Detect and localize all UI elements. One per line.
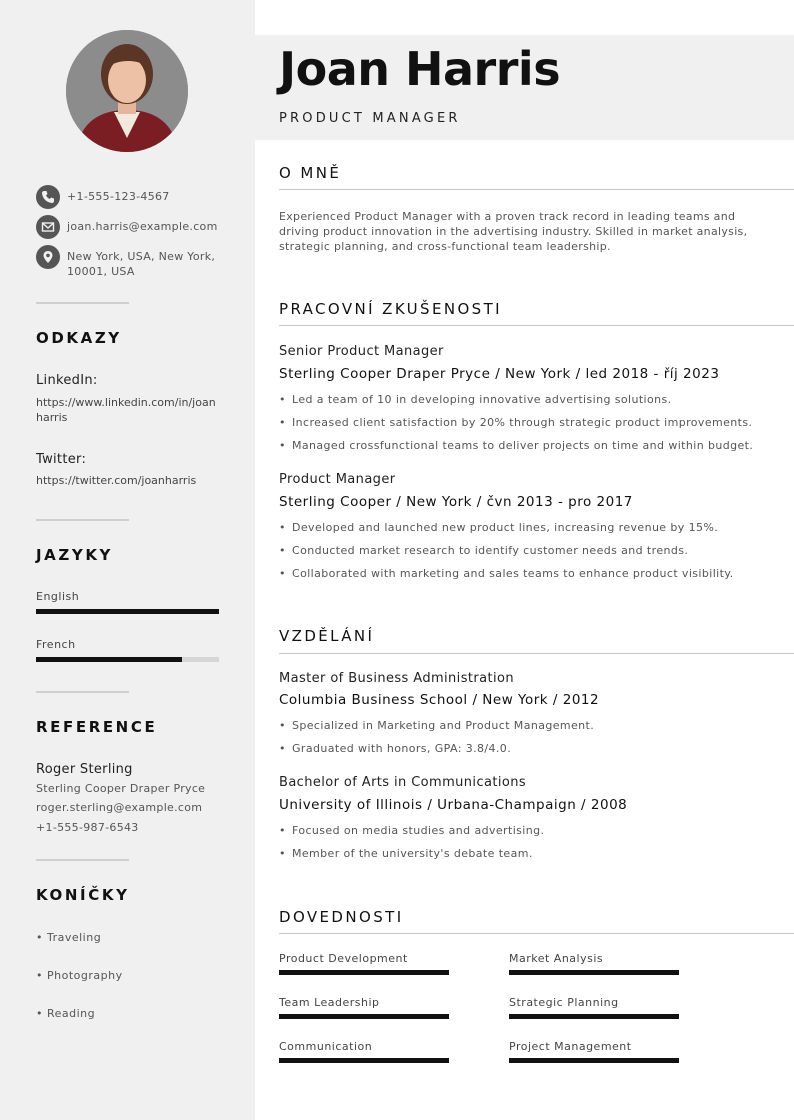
- phone-number[interactable]: +1-555-123-4567: [67, 190, 170, 203]
- skill-name: Product Development: [279, 952, 408, 965]
- reference-company: Sterling Cooper Draper Pryce: [36, 782, 206, 795]
- job-bullet: • Conducted market research to identify customer needs and trends.: [279, 544, 689, 557]
- mail-icon: [36, 215, 60, 239]
- section-rule: [279, 933, 794, 934]
- skill-item: [509, 996, 679, 1019]
- skill-item: [279, 952, 449, 975]
- job-bullet: • Led a team of 10 in developing innovative advertising solutions.: [279, 393, 672, 406]
- section-rule: [279, 189, 794, 190]
- address: New York, USA, New York, 10001, USA: [67, 250, 216, 278]
- job-organization: Sterling Cooper / New York / čvn 2013 - pro 2017: [279, 494, 633, 510]
- contact-address: [36, 245, 222, 279]
- skill-name: Strategic Planning: [509, 996, 619, 1009]
- job-role: Senior Product Manager: [279, 344, 444, 359]
- location-pin-icon: [36, 245, 60, 269]
- skill-name: Market Analysis: [509, 952, 604, 965]
- contact-email: [36, 215, 222, 239]
- references-heading: REFERENCE: [36, 718, 158, 736]
- phone-icon: [36, 185, 60, 209]
- skill-level-fill: [509, 970, 679, 975]
- profile-photo: [66, 30, 188, 152]
- hobby-item: • Photography: [36, 969, 123, 982]
- candidate-name: Joan Harris: [279, 42, 561, 96]
- section-rule: [279, 653, 794, 654]
- skill-item: [509, 952, 679, 975]
- education-bullet: • Specialized in Marketing and Product Management.: [279, 719, 595, 732]
- email-address[interactable]: joan.harris@example.com: [67, 220, 218, 233]
- skill-name: Team Leadership: [279, 996, 380, 1009]
- skill-level-bar: [509, 970, 679, 975]
- education-bullet: • Member of the university's debate team.: [279, 847, 533, 860]
- skill-name: Communication: [279, 1040, 373, 1053]
- hobbies-heading: KONÍČKY: [36, 886, 130, 904]
- skill-level-bar: [279, 1014, 449, 1019]
- school: University of Illinois / Urbana-Champaign / 2008: [279, 797, 628, 813]
- section-rule: [279, 325, 794, 326]
- skill-item: [279, 996, 449, 1019]
- linkedin-label: LinkedIn:: [36, 373, 98, 388]
- links-heading: ODKAZY: [36, 329, 122, 347]
- reference-phone[interactable]: +1-555-987-6543: [36, 821, 139, 834]
- language-level-bar: [36, 657, 219, 662]
- school: Columbia Business School / New York / 2012: [279, 692, 600, 708]
- skill-item: [509, 1040, 679, 1063]
- sidebar-divider: [36, 519, 129, 521]
- language-level-fill: [36, 609, 219, 614]
- skill-level-bar: [509, 1058, 679, 1063]
- job-bullet: • Collaborated with marketing and sales teams to enhance product visibility.: [279, 567, 734, 580]
- degree: Bachelor of Arts in Communications: [279, 775, 527, 790]
- sidebar-divider: [36, 859, 129, 861]
- skill-level-fill: [509, 1058, 679, 1063]
- skill-level-fill: [509, 1014, 679, 1019]
- job-bullet: • Developed and launched new product lines, increasing revenue by 15%.: [279, 521, 719, 534]
- candidate-title: PRODUCT MANAGER: [279, 111, 461, 126]
- job-organization: Sterling Cooper Draper Pryce / New York / led 2018 - říj 2023: [279, 366, 720, 382]
- language-level-bar: [36, 609, 219, 614]
- about-heading: O MNĚ: [279, 164, 342, 182]
- job-role: Product Manager: [279, 472, 396, 487]
- twitter-label: Twitter:: [36, 452, 87, 467]
- education-heading: VZDĚLÁNÍ: [279, 627, 375, 645]
- job-bullet: • Increased client satisfaction by 20% through strategic product improvements.: [279, 416, 753, 429]
- skill-item: [279, 1040, 449, 1063]
- skill-level-bar: [279, 970, 449, 975]
- about-text: Experienced Product Manager with a proven track record in leading teams and driving product innovation in the advertising industry. Skilled in market analysis, strategic planning, and cross-functional team leadership.: [279, 210, 748, 253]
- skill-level-fill: [279, 1058, 449, 1063]
- languages-heading: JAZYKY: [36, 546, 114, 564]
- skill-level-bar: [509, 1014, 679, 1019]
- language-name: English: [36, 590, 80, 603]
- twitter-link[interactable]: https://twitter.com/joanharris: [36, 474, 197, 487]
- language-level-fill: [36, 657, 182, 662]
- skill-level-fill: [279, 1014, 449, 1019]
- job-bullet: • Managed crossfunctional teams to deliver projects on time and within budget.: [279, 439, 754, 452]
- skill-level-fill: [279, 970, 449, 975]
- contact-phone: [36, 185, 222, 209]
- reference-name: Roger Sterling: [36, 762, 133, 777]
- language-name: French: [36, 638, 76, 651]
- education-bullet: • Graduated with honors, GPA: 3.8/4.0.: [279, 742, 512, 755]
- linkedin-link[interactable]: https://www.linkedin.com/in/joanharris: [36, 396, 216, 424]
- sidebar-divider: [36, 302, 129, 304]
- sidebar-divider: [36, 691, 129, 693]
- hobby-item: • Traveling: [36, 931, 102, 944]
- degree: Master of Business Administration: [279, 671, 514, 686]
- skill-level-bar: [279, 1058, 449, 1063]
- skill-name: Project Management: [509, 1040, 632, 1053]
- experience-heading: PRACOVNÍ ZKUŠENOSTI: [279, 300, 502, 318]
- hobby-item: • Reading: [36, 1007, 96, 1020]
- skills-heading: DOVEDNOSTI: [279, 908, 404, 926]
- reference-email[interactable]: roger.sterling@example.com: [36, 801, 203, 814]
- education-bullet: • Focused on media studies and advertising.: [279, 824, 545, 837]
